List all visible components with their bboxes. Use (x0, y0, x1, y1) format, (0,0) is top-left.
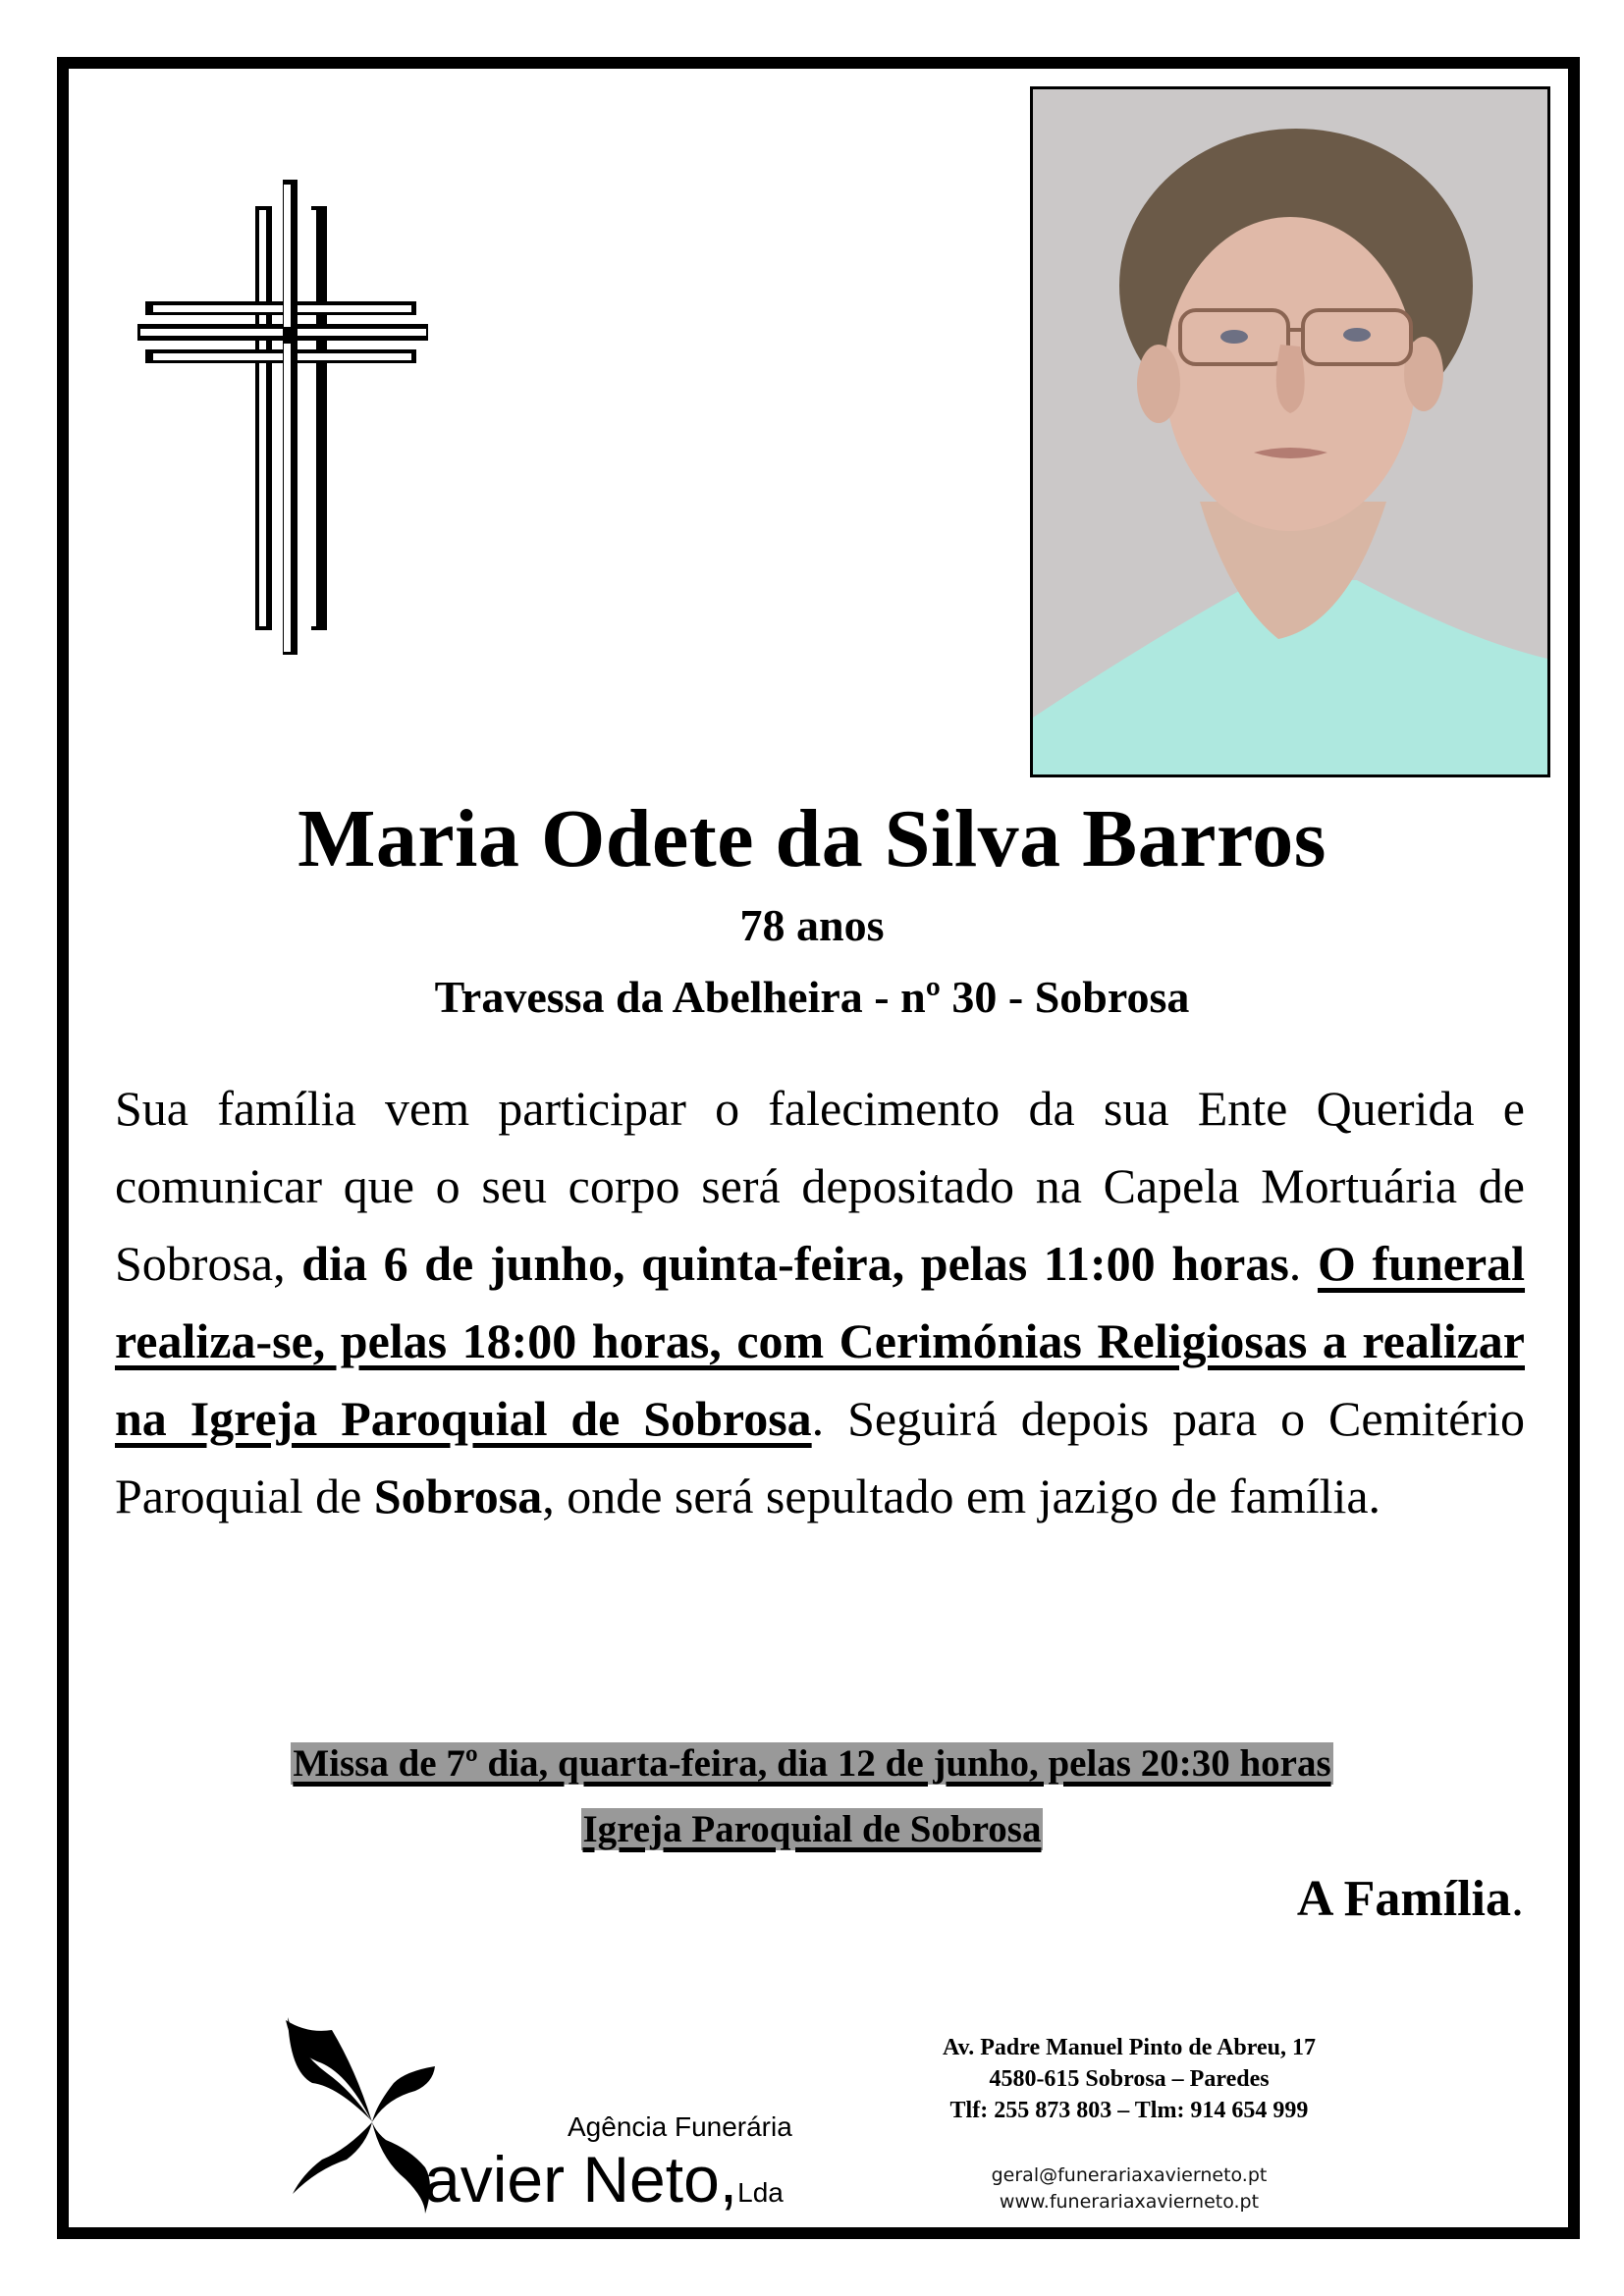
signoff (1297, 1865, 1524, 1934)
funeral-details: O funeral realiza-se, pelas 18:00 horas, com Cerimónias Religiosas a realizar na Igreja Paroquial de Sobrosa (115, 1236, 1526, 1446)
mass-date-time: Missa de 7º dia, quarta-feira, dia 12 de junho, pelas 20:30 horas (293, 1742, 1331, 1785)
agency-name-text: avier Neto, (424, 2143, 738, 2216)
deceased-age: 78 anos (739, 900, 885, 950)
wake-date-time: dia 6 de junho, quinta-feira, pelas 11:00 horas (301, 1236, 1289, 1291)
agency-address-line1: Av. Padre Manuel Pinto de Abreu, 17 (942, 2035, 1316, 2060)
cemetery-location: Sobrosa (373, 1468, 543, 1523)
agency-name (424, 2143, 784, 2229)
portrait-photo (1030, 86, 1550, 777)
agency-email-link[interactable]: geral@funerariaxavierneto.pt (991, 2164, 1268, 2186)
agency-address-line2: 4580-615 Sobrosa – Paredes (989, 2066, 1270, 2092)
agency-website-link[interactable]: www.funerariaxavierneto.pt (999, 2191, 1260, 2213)
announcement-paragraph (115, 1070, 1525, 1535)
mass-location (59, 1801, 1565, 1858)
mass-notice (59, 1735, 1565, 1792)
signoff-dot: . (1511, 1871, 1524, 1927)
signoff-text: A Família (1296, 1871, 1511, 1927)
deceased-address: Travessa da Abelheira - nº 30 - Sobrosa (434, 972, 1190, 1022)
announcement-text: . Seguirá depois para o Cemitério Paroquial de (115, 1391, 1525, 1523)
announcement-text: Sua família vem participar o falecimento da sua Ente Querida e comunicar que o seu corpo será depositado na Capela Mortuária de Sobrosa, (115, 1081, 1525, 1291)
announcement-text: . (1288, 1236, 1318, 1291)
agency-suffix: Lda (737, 2177, 784, 2208)
agency-web (864, 2163, 1394, 2216)
triple-bar-cross-icon (137, 157, 432, 672)
agency-contact (864, 2032, 1394, 2126)
deceased-name: Maria Odete da Silva Barros (298, 793, 1326, 884)
agency-phones: Tlf: 255 873 803 – Tlm: 914 654 999 (949, 2098, 1309, 2123)
agency-label: Agência Funerária (568, 2111, 792, 2142)
stylized-x-leaf-icon (278, 2012, 445, 2214)
mass-church: Igreja Paroquial de Sobrosa (582, 1808, 1042, 1850)
announcement-text: , onde será sepultado em jazigo de família. (542, 1468, 1381, 1523)
